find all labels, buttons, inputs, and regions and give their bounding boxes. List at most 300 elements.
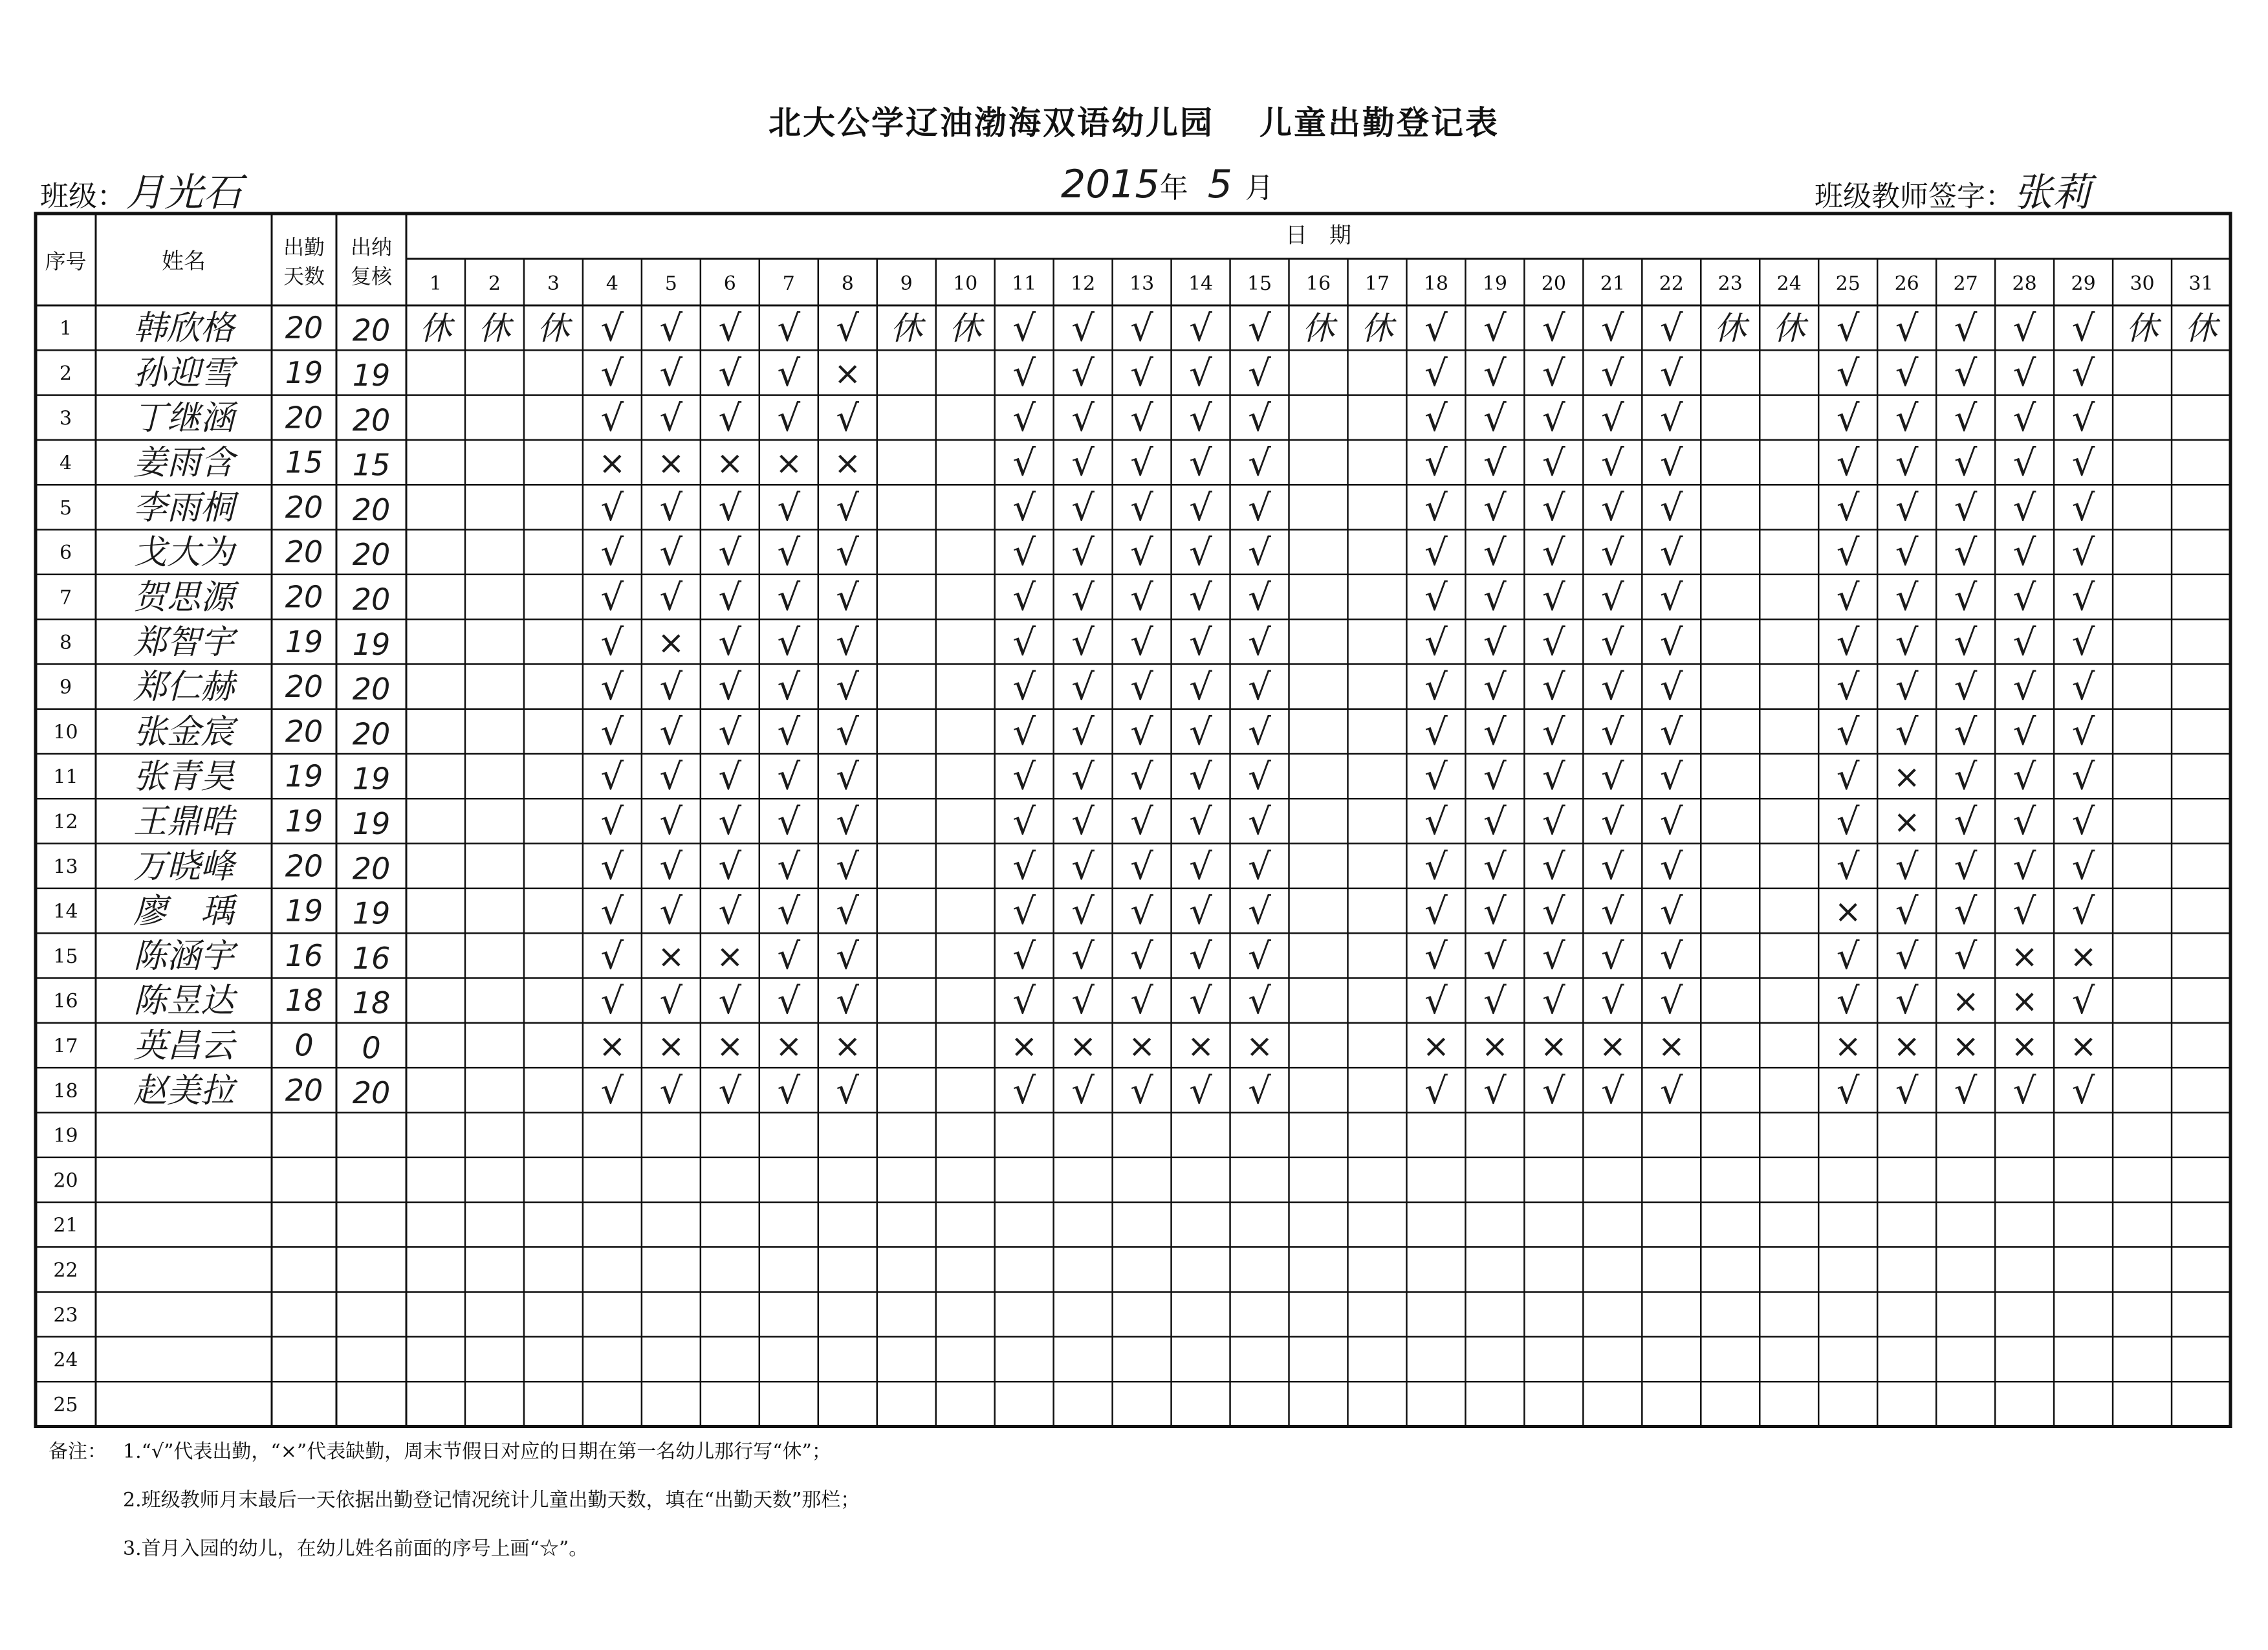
present-mark: √: [1954, 800, 1978, 843]
attendance-days: 20: [285, 714, 323, 749]
present-mark: √: [600, 621, 624, 664]
present-mark: √: [2071, 846, 2095, 888]
cashier-check: 20: [352, 716, 391, 752]
student-name: 丁继涵: [133, 399, 235, 438]
absent-mark: ×: [2069, 1027, 2097, 1065]
row-seq: 15: [53, 945, 78, 968]
present-mark: √: [1836, 800, 1860, 843]
year-value: 2015: [1061, 162, 1160, 207]
present-mark: √: [1424, 846, 1448, 888]
present-mark: √: [1189, 442, 1212, 485]
student-name: 贺思源: [133, 578, 235, 617]
absent-mark: ×: [1481, 1027, 1509, 1065]
present-mark: √: [1130, 935, 1153, 978]
header-seq: 序号: [45, 249, 87, 274]
present-mark: √: [659, 577, 683, 619]
present-mark: √: [1600, 577, 1624, 619]
date-number-26: 26: [1894, 272, 1919, 295]
cashier-check: 19: [352, 806, 391, 841]
present-mark: √: [1012, 756, 1036, 798]
present-mark: √: [600, 397, 624, 440]
present-mark: √: [1248, 666, 1271, 709]
present-mark: √: [2071, 532, 2095, 575]
present-mark: √: [1012, 800, 1036, 843]
present-mark: √: [1836, 532, 1860, 575]
present-mark: √: [1954, 935, 1978, 978]
present-mark: √: [1483, 980, 1507, 1023]
absent-mark: ×: [2011, 937, 2038, 975]
present-mark: √: [836, 397, 860, 440]
present-mark: √: [1836, 621, 1860, 664]
present-mark: √: [1130, 890, 1153, 933]
date-number-16: 16: [1305, 272, 1331, 295]
present-mark: √: [718, 352, 742, 395]
present-mark: √: [836, 846, 860, 888]
cashier-check: 18: [352, 985, 391, 1021]
present-mark: √: [1248, 532, 1271, 575]
present-mark: √: [1424, 666, 1448, 709]
present-mark: √: [1659, 980, 1683, 1023]
present-mark: √: [1424, 442, 1448, 485]
cashier-check: 19: [352, 357, 391, 393]
row-seq: 6: [59, 542, 72, 565]
cashier-check: 20: [352, 582, 391, 617]
present-mark: √: [1659, 1070, 1683, 1112]
attendance-days: 19: [285, 803, 323, 839]
present-mark: √: [1895, 442, 1919, 485]
present-mark: √: [1483, 397, 1507, 440]
absent-mark: ×: [1540, 1027, 1567, 1065]
row-seq: 25: [53, 1393, 78, 1416]
rest-mark: 休: [2185, 309, 2218, 347]
present-mark: √: [1424, 621, 1448, 664]
attendance-days: 19: [285, 893, 323, 929]
present-mark: √: [1012, 442, 1036, 485]
present-mark: √: [1600, 532, 1624, 575]
present-mark: √: [1130, 711, 1153, 754]
month-value: 5: [1207, 162, 1232, 207]
present-mark: √: [600, 352, 624, 395]
present-mark: √: [777, 1070, 801, 1112]
row-seq: 17: [53, 1035, 78, 1058]
present-mark: √: [1659, 756, 1683, 798]
row-seq: 1: [59, 317, 72, 340]
present-mark: √: [1836, 935, 1860, 978]
present-mark: √: [1424, 980, 1448, 1023]
attendance-days: 20: [285, 848, 323, 884]
present-mark: √: [836, 890, 860, 933]
present-mark: √: [1012, 532, 1036, 575]
present-mark: √: [1424, 352, 1448, 395]
present-mark: √: [1130, 487, 1153, 529]
present-mark: √: [1012, 577, 1036, 619]
row-seq: 24: [53, 1348, 78, 1372]
date-number-22: 22: [1659, 272, 1684, 295]
present-mark: √: [1248, 397, 1271, 440]
present-mark: √: [1954, 621, 1978, 664]
rest-mark: 休: [2126, 309, 2159, 347]
present-mark: √: [718, 397, 742, 440]
cashier-check: 20: [352, 672, 391, 707]
present-mark: √: [1424, 756, 1448, 798]
note-3: 3.首月入园的幼儿，在幼儿姓名前面的序号上画“☆”。: [123, 1537, 589, 1560]
present-mark: √: [1600, 980, 1624, 1023]
present-mark: √: [1542, 756, 1565, 798]
cashier-check: 20: [352, 492, 391, 527]
present-mark: √: [1600, 711, 1624, 754]
present-mark: √: [1130, 980, 1153, 1023]
present-mark: √: [1895, 935, 1919, 978]
present-mark: √: [1130, 532, 1153, 575]
present-mark: √: [1483, 442, 1507, 485]
present-mark: √: [1189, 800, 1212, 843]
present-mark: √: [1542, 980, 1565, 1023]
present-mark: √: [1424, 890, 1448, 933]
present-mark: √: [1483, 532, 1507, 575]
present-mark: √: [1130, 397, 1153, 440]
present-mark: √: [1600, 442, 1624, 485]
present-mark: √: [718, 307, 742, 350]
present-mark: √: [1189, 352, 1212, 395]
present-mark: √: [1424, 935, 1448, 978]
cashier-check: 15: [352, 447, 391, 483]
present-mark: √: [777, 846, 801, 888]
present-mark: √: [1954, 666, 1978, 709]
present-mark: √: [1895, 577, 1919, 619]
present-mark: √: [659, 666, 683, 709]
present-mark: √: [1189, 487, 1212, 529]
present-mark: √: [1248, 935, 1271, 978]
row-seq: 2: [59, 362, 72, 385]
present-mark: √: [1954, 487, 1978, 529]
teacher-signature: 张莉: [2014, 170, 2091, 215]
cashier-check: 20: [352, 851, 391, 886]
present-mark: √: [1189, 577, 1212, 619]
present-mark: √: [1836, 442, 1860, 485]
present-mark: √: [1954, 711, 1978, 754]
header-check-1: 出纳: [350, 235, 393, 259]
absent-mark: ×: [657, 1027, 685, 1065]
attendance-days: 0: [294, 1028, 314, 1063]
present-mark: √: [2012, 487, 2036, 529]
attendance-days: 20: [285, 400, 323, 435]
present-mark: √: [1659, 577, 1683, 619]
present-mark: √: [2012, 577, 2036, 619]
absent-mark: ×: [1657, 1027, 1685, 1065]
present-mark: √: [836, 577, 860, 619]
present-mark: √: [718, 800, 742, 843]
present-mark: √: [1012, 846, 1036, 888]
present-mark: √: [1895, 666, 1919, 709]
cashier-check: 19: [352, 626, 391, 662]
present-mark: √: [1954, 1070, 1978, 1112]
present-mark: √: [1542, 487, 1565, 529]
present-mark: √: [659, 756, 683, 798]
present-mark: √: [836, 756, 860, 798]
present-mark: √: [1424, 307, 1448, 350]
absent-mark: ×: [1893, 802, 1921, 841]
present-mark: √: [2071, 487, 2095, 529]
header-days-2: 天数: [283, 264, 325, 289]
present-mark: √: [1836, 577, 1860, 619]
note-2: 2.班级教师月末最后一天依据出勤登记情况统计儿童出勤天数，填在“出勤天数”那栏；: [123, 1489, 860, 1512]
present-mark: √: [718, 577, 742, 619]
present-mark: √: [1895, 1070, 1919, 1112]
rest-mark: 休: [1302, 309, 1335, 347]
row-seq: 11: [53, 765, 78, 789]
attendance-days: 20: [285, 534, 323, 570]
present-mark: √: [1130, 442, 1153, 485]
present-mark: √: [1659, 487, 1683, 529]
present-mark: √: [1895, 307, 1919, 350]
absent-mark: ×: [716, 1027, 744, 1065]
absent-mark: ×: [2011, 1027, 2038, 1065]
row-seq: 13: [53, 855, 78, 879]
present-mark: √: [1248, 1070, 1271, 1112]
date-number-14: 14: [1188, 272, 1214, 295]
present-mark: √: [777, 666, 801, 709]
date-number-5: 5: [664, 272, 677, 295]
present-mark: √: [1071, 666, 1095, 709]
present-mark: √: [2071, 711, 2095, 754]
present-mark: √: [836, 935, 860, 978]
present-mark: √: [1659, 442, 1683, 485]
absent-mark: ×: [834, 444, 862, 482]
class-label: 班级：: [40, 180, 125, 213]
row-seq: 3: [59, 407, 72, 430]
present-mark: √: [2071, 1070, 2095, 1112]
present-mark: √: [1954, 890, 1978, 933]
date-number-6: 6: [723, 272, 736, 295]
present-mark: √: [659, 890, 683, 933]
present-mark: √: [718, 890, 742, 933]
present-mark: √: [836, 307, 860, 350]
present-mark: √: [1600, 890, 1624, 933]
attendance-days: 15: [285, 445, 323, 480]
absent-mark: ×: [598, 444, 626, 482]
present-mark: √: [1483, 666, 1507, 709]
present-mark: √: [1189, 621, 1212, 664]
cashier-check: 16: [352, 940, 391, 976]
absent-mark: ×: [657, 937, 685, 975]
present-mark: √: [777, 307, 801, 350]
present-mark: √: [1659, 307, 1683, 350]
present-mark: √: [1424, 577, 1448, 619]
present-mark: √: [1248, 307, 1271, 350]
absent-mark: ×: [1069, 1027, 1097, 1065]
present-mark: √: [1012, 890, 1036, 933]
present-mark: √: [1248, 846, 1271, 888]
present-mark: √: [1542, 621, 1565, 664]
row-seq: 7: [59, 586, 72, 610]
present-mark: √: [1189, 307, 1212, 350]
row-seq: 19: [53, 1125, 78, 1148]
row-seq: 14: [53, 900, 78, 923]
present-mark: √: [718, 980, 742, 1023]
cashier-check: 0: [362, 1030, 381, 1066]
header-check-2: 复核: [350, 264, 393, 289]
present-mark: √: [1189, 935, 1212, 978]
date-number-24: 24: [1776, 272, 1802, 295]
present-mark: √: [1071, 352, 1095, 395]
student-name: 陈昱达: [133, 982, 235, 1021]
row-seq: 8: [59, 631, 72, 654]
present-mark: √: [659, 307, 683, 350]
present-mark: √: [600, 711, 624, 754]
present-mark: √: [659, 352, 683, 395]
present-mark: √: [1542, 352, 1565, 395]
present-mark: √: [1836, 352, 1860, 395]
present-mark: √: [2012, 621, 2036, 664]
present-mark: √: [1895, 621, 1919, 664]
present-mark: √: [2071, 756, 2095, 798]
attendance-days: 20: [285, 669, 323, 705]
present-mark: √: [836, 666, 860, 709]
present-mark: √: [1012, 980, 1036, 1023]
present-mark: √: [2012, 397, 2036, 440]
title-school: 北大公学辽油渤海双语幼儿园: [769, 104, 1214, 142]
present-mark: √: [1542, 935, 1565, 978]
rest-mark: 休: [478, 309, 511, 347]
present-mark: √: [1542, 711, 1565, 754]
date-number-20: 20: [1541, 272, 1566, 295]
present-mark: √: [1189, 397, 1212, 440]
present-mark: √: [1954, 352, 1978, 395]
present-mark: √: [777, 800, 801, 843]
present-mark: √: [1424, 532, 1448, 575]
present-mark: √: [1071, 577, 1095, 619]
present-mark: √: [1071, 711, 1095, 754]
present-mark: √: [1189, 890, 1212, 933]
present-mark: √: [1542, 532, 1565, 575]
present-mark: √: [1954, 442, 1978, 485]
row-seq: 23: [53, 1304, 78, 1327]
present-mark: √: [600, 846, 624, 888]
present-mark: √: [836, 532, 860, 575]
date-number-18: 18: [1423, 272, 1449, 295]
present-mark: √: [1424, 711, 1448, 754]
student-name: 戈大为: [133, 533, 235, 573]
absent-mark: ×: [598, 1027, 626, 1065]
row-seq: 20: [53, 1169, 78, 1193]
present-mark: √: [718, 756, 742, 798]
teacher-label: 班级教师签字：: [1815, 180, 2014, 213]
present-mark: √: [659, 980, 683, 1023]
present-mark: √: [777, 352, 801, 395]
present-mark: √: [1600, 397, 1624, 440]
present-mark: √: [600, 756, 624, 798]
present-mark: √: [1600, 307, 1624, 350]
student-name: 赵美拉: [133, 1071, 235, 1110]
present-mark: √: [1542, 1070, 1565, 1112]
present-mark: √: [1071, 442, 1095, 485]
present-mark: √: [777, 980, 801, 1023]
present-mark: √: [1130, 800, 1153, 843]
row-seq: 21: [53, 1214, 78, 1237]
notes-label: 备注：: [49, 1440, 107, 1463]
student-name: 郑仁赫: [133, 668, 235, 707]
present-mark: √: [2071, 307, 2095, 350]
present-mark: √: [1248, 487, 1271, 529]
month-suffix: 月: [1245, 171, 1274, 204]
absent-mark: ×: [1893, 758, 1921, 796]
present-mark: √: [777, 487, 801, 529]
present-mark: √: [2012, 442, 2036, 485]
present-mark: √: [1071, 487, 1095, 529]
present-mark: √: [1895, 397, 1919, 440]
present-mark: √: [1071, 397, 1095, 440]
present-mark: √: [1424, 1070, 1448, 1112]
present-mark: √: [1012, 397, 1036, 440]
date-number-31: 31: [2188, 272, 2214, 295]
present-mark: √: [1071, 846, 1095, 888]
present-mark: √: [1248, 980, 1271, 1023]
present-mark: √: [777, 532, 801, 575]
present-mark: √: [1189, 846, 1212, 888]
present-mark: √: [1895, 890, 1919, 933]
present-mark: √: [1130, 846, 1153, 888]
present-mark: √: [1071, 532, 1095, 575]
student-name: 张金宸: [133, 712, 235, 752]
date-number-7: 7: [782, 272, 795, 295]
present-mark: √: [1659, 890, 1683, 933]
present-mark: √: [1600, 846, 1624, 888]
present-mark: √: [1659, 935, 1683, 978]
present-mark: √: [1836, 846, 1860, 888]
present-mark: √: [1954, 846, 1978, 888]
absent-mark: ×: [1952, 982, 1979, 1020]
rest-mark: 休: [537, 309, 570, 347]
header-name: 姓名: [162, 248, 206, 274]
present-mark: √: [1130, 621, 1153, 664]
present-mark: √: [836, 800, 860, 843]
present-mark: √: [1542, 890, 1565, 933]
present-mark: √: [1071, 935, 1095, 978]
absent-mark: ×: [1422, 1027, 1450, 1065]
present-mark: √: [836, 711, 860, 754]
present-mark: √: [1542, 577, 1565, 619]
present-mark: √: [2012, 890, 2036, 933]
present-mark: √: [659, 487, 683, 529]
present-mark: √: [1012, 352, 1036, 395]
present-mark: √: [1483, 307, 1507, 350]
cashier-check: 20: [352, 1075, 391, 1110]
present-mark: √: [600, 890, 624, 933]
present-mark: √: [1248, 711, 1271, 754]
present-mark: √: [718, 621, 742, 664]
present-mark: √: [2071, 397, 2095, 440]
rest-mark: 休: [1714, 309, 1747, 347]
present-mark: √: [1071, 307, 1095, 350]
present-mark: √: [1071, 890, 1095, 933]
present-mark: √: [1542, 442, 1565, 485]
header-date: 日 期: [1285, 223, 1351, 248]
present-mark: √: [777, 397, 801, 440]
present-mark: √: [2071, 980, 2095, 1023]
present-mark: √: [1954, 397, 1978, 440]
header-days-1: 出勤: [283, 235, 325, 259]
cashier-check: 19: [352, 761, 391, 797]
present-mark: √: [1600, 800, 1624, 843]
attendance-days: 19: [285, 624, 323, 659]
present-mark: √: [1600, 1070, 1624, 1112]
year-suffix: 年: [1159, 171, 1188, 204]
absent-mark: ×: [1246, 1027, 1273, 1065]
date-number-23: 23: [1717, 272, 1743, 295]
rest-mark: 休: [949, 309, 982, 347]
date-number-4: 4: [605, 272, 618, 295]
rest-mark: 休: [1360, 309, 1393, 347]
